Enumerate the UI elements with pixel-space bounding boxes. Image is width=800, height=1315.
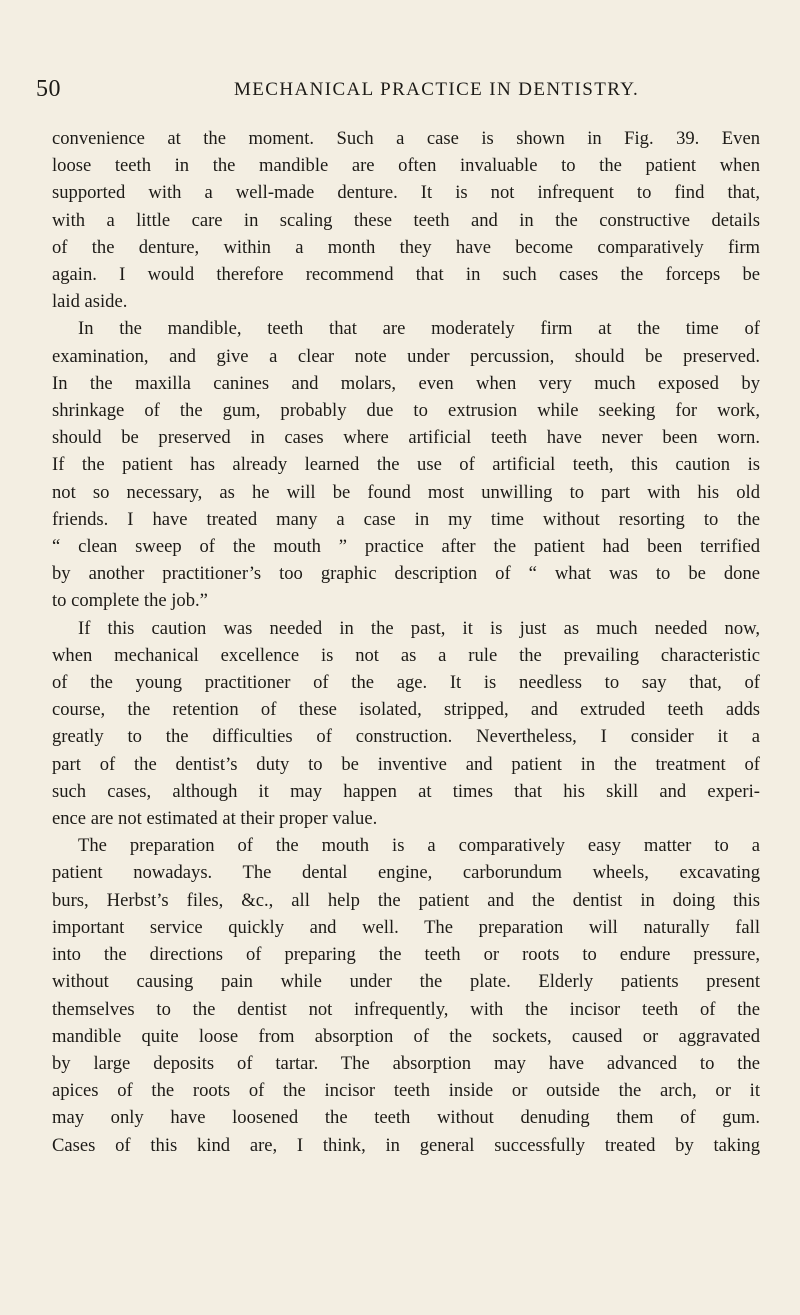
text-line: into the directions of preparing the teeth or roots to endure pressure, <box>52 944 760 966</box>
paragraph-4 <box>52 832 760 1158</box>
text-line: again. I would therefore recommend that in such cases the forceps be <box>52 264 760 286</box>
text-line: of the young practitioner of the age. It is needless to say that, of <box>52 672 760 694</box>
text-line: If the patient has already learned the use of artificial teeth, this caution is <box>52 454 760 476</box>
running-title: MECHANICAL PRACTICE IN DENTISTRY. <box>234 79 640 100</box>
page-number: 50 <box>36 76 61 102</box>
paragraph-3 <box>52 615 760 833</box>
text-line: part of the dentist’s duty to be inventive and patient in the treatment of <box>52 753 760 775</box>
text-line: of the denture, within a month they have become comparatively firm <box>52 236 760 258</box>
text-line: burs, Herbst’s files, &c., all help the patient and the dentist in doing this <box>52 889 760 911</box>
text-line: when mechanical excellence is not as a rule the prevailing characteristic <box>52 644 760 666</box>
text-line: apices of the roots of the incisor teeth inside or outside the arch, or it <box>52 1080 760 1102</box>
text-line: friends. I have treated many a case in my time without resorting to the <box>52 508 760 530</box>
text-line: supported with a well-made denture. It is not infrequent to find that, <box>52 182 760 204</box>
text-line: by large deposits of tartar. The absorption may have advanced to the <box>52 1052 760 1074</box>
text-line: In the maxilla canines and molars, even when very much exposed by <box>52 372 760 394</box>
text-line: important service quickly and well. The preparation will naturally fall <box>52 916 760 938</box>
paragraph-1 <box>52 125 760 315</box>
text-line: “ clean sweep of the mouth ” practice after the patient had been terrified <box>52 536 760 558</box>
text-line: In the mandible, teeth that are moderately firm at the time of <box>78 318 760 340</box>
text-line: to complete the job.” <box>52 590 208 612</box>
text-line: course, the retention of these isolated, stripped, and extruded teeth adds <box>52 699 760 721</box>
text-line: patient nowadays. The dental engine, carborundum wheels, excavating <box>52 862 760 884</box>
text-line: by another practitioner’s too graphic description of “ what was to be done <box>52 563 760 585</box>
body-text <box>52 125 760 1159</box>
text-line: loose teeth in the mandible are often invaluable to the patient when <box>52 155 760 177</box>
text-line: The preparation of the mouth is a comparatively easy matter to a <box>78 835 760 857</box>
text-line: shrinkage of the gum, probably due to extrusion while seeking for work, <box>52 400 760 422</box>
text-line: should be preserved in cases where artificial teeth have never been worn. <box>52 427 760 449</box>
text-line: ence are not estimated at their proper value. <box>52 808 378 830</box>
text-line: convenience at the moment. Such a case is shown in Fig. 39. Even <box>52 128 760 149</box>
text-line: may only have loosened the teeth without denuding them of gum. <box>52 1107 760 1129</box>
text-line: themselves to the dentist not infrequently, with the incisor teeth of the <box>52 998 760 1020</box>
text-line: with a little care in scaling these teeth and in the constructive details <box>52 209 760 231</box>
paragraph-2 <box>52 315 760 614</box>
text-line: Cases of this kind are, I think, in general successfully treated by taking <box>52 1134 760 1156</box>
text-line: such cases, although it may happen at times that his skill and experi- <box>52 780 760 802</box>
text-line: If this caution was needed in the past, it is just as much needed now, <box>78 617 760 639</box>
text-line: not so necessary, as he will be found most unwilling to part with his old <box>52 481 760 503</box>
text-line: without causing pain while under the plate. Elderly patients present <box>52 971 760 993</box>
text-line: laid aside. <box>52 291 128 313</box>
running-head <box>36 76 770 106</box>
text-line: greatly to the difficulties of construction. Nevertheless, I consider it a <box>52 726 760 748</box>
text-line: mandible quite loose from absorption of the sockets, caused or aggravated <box>52 1025 760 1047</box>
text-line: examination, and give a clear note under percussion, should be preserved. <box>52 345 760 367</box>
